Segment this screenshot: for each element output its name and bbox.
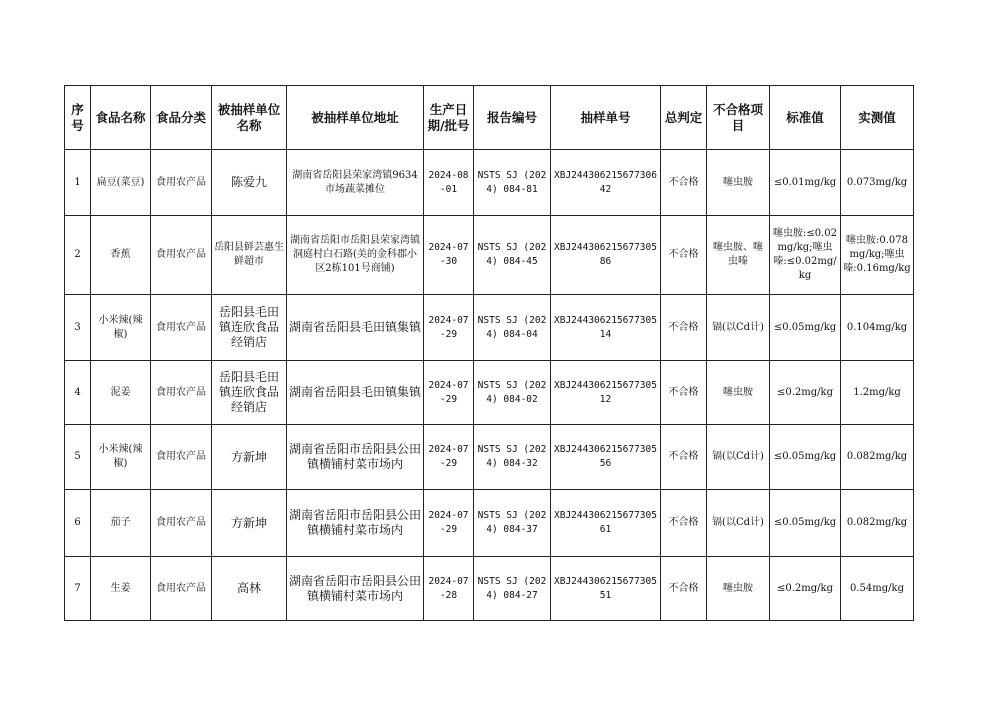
cell-measured: 0.082mg/kg xyxy=(841,425,914,490)
header-sampled-address: 被抽样单位地址 xyxy=(287,86,424,150)
cell-production-date: 2024-07-30 xyxy=(424,216,474,295)
cell-sampled-unit: 高林 xyxy=(212,557,287,621)
header-seq: 序号 xyxy=(65,86,91,150)
cell-sampled-address: 湖南省岳阳市岳阳县公田镇横铺村菜市场内 xyxy=(287,490,424,557)
cell-standard: ≤0.2mg/kg xyxy=(770,361,841,425)
cell-measured: 噻虫胺:0.078mg/kg;噻虫嗪:0.16mg/kg xyxy=(841,216,914,295)
cell-sampled-unit: 陈爱九 xyxy=(212,150,287,216)
cell-measured: 0.073mg/kg xyxy=(841,150,914,216)
header-food-name: 食品名称 xyxy=(91,86,151,150)
cell-food-name: 茄子 xyxy=(91,490,151,557)
cell-report-no: NSTS SJ (2024) 084-27 xyxy=(474,557,551,621)
cell-sampled-address: 湖南省岳阳市岳阳县荣家湾镇洞庭村白石路(美的金科郡小区2栋101号商铺) xyxy=(287,216,424,295)
cell-sampled-unit: 岳阳县鲜芸惠生鲜超市 xyxy=(212,216,287,295)
cell-standard: ≤0.2mg/kg xyxy=(770,557,841,621)
cell-production-date: 2024-07-29 xyxy=(424,425,474,490)
cell-report-no: NSTS SJ (2024) 084-37 xyxy=(474,490,551,557)
table-row xyxy=(65,216,914,295)
cell-measured: 0.104mg/kg xyxy=(841,295,914,361)
cell-food-category: 食用农产品 xyxy=(151,361,212,425)
cell-failed-item: 镉(以Cd计) xyxy=(707,490,770,557)
table-row xyxy=(65,150,914,216)
cell-standard: ≤0.05mg/kg xyxy=(770,295,841,361)
cell-verdict: 不合格 xyxy=(661,295,707,361)
cell-production-date: 2024-07-28 xyxy=(424,557,474,621)
cell-report-no: NSTS SJ (2024) 084-02 xyxy=(474,361,551,425)
cell-measured: 1.2mg/kg xyxy=(841,361,914,425)
header-report-no: 报告编号 xyxy=(474,86,551,150)
cell-food-name: 香蕉 xyxy=(91,216,151,295)
cell-seq: 1 xyxy=(65,150,91,216)
cell-verdict: 不合格 xyxy=(661,150,707,216)
cell-food-category: 食用农产品 xyxy=(151,216,212,295)
cell-sample-no: XBJ24430621567730551 xyxy=(551,557,661,621)
table-row xyxy=(65,425,914,490)
header-production-date: 生产日期/批号 xyxy=(424,86,474,150)
cell-seq: 2 xyxy=(65,216,91,295)
cell-food-name: 生姜 xyxy=(91,557,151,621)
cell-seq: 4 xyxy=(65,361,91,425)
cell-food-name: 小米辣(辣椒) xyxy=(91,425,151,490)
cell-verdict: 不合格 xyxy=(661,216,707,295)
cell-verdict: 不合格 xyxy=(661,557,707,621)
inspection-results-table xyxy=(64,85,914,621)
cell-food-name: 扁豆(菜豆) xyxy=(91,150,151,216)
cell-production-date: 2024-07-29 xyxy=(424,490,474,557)
cell-report-no: NSTS SJ (2024) 084-81 xyxy=(474,150,551,216)
cell-standard: ≤0.05mg/kg xyxy=(770,425,841,490)
cell-sampled-address: 湖南省岳阳市岳阳县公田镇横铺村菜市场内 xyxy=(287,425,424,490)
cell-sample-no: XBJ24430621567730556 xyxy=(551,425,661,490)
header-food-category: 食品分类 xyxy=(151,86,212,150)
cell-sampled-unit: 岳阳县毛田镇连欣食品经销店 xyxy=(212,295,287,361)
header-verdict: 总判定 xyxy=(661,86,707,150)
table-row xyxy=(65,557,914,621)
cell-verdict: 不合格 xyxy=(661,361,707,425)
cell-report-no: NSTS SJ (2024) 084-45 xyxy=(474,216,551,295)
header-sampled-unit: 被抽样单位名称 xyxy=(212,86,287,150)
cell-food-category: 食用农产品 xyxy=(151,490,212,557)
cell-standard: ≤0.05mg/kg xyxy=(770,490,841,557)
cell-failed-item: 镉(以Cd计) xyxy=(707,425,770,490)
header-failed-item: 不合格项目 xyxy=(707,86,770,150)
table-row xyxy=(65,295,914,361)
cell-sample-no: XBJ24430621567730586 xyxy=(551,216,661,295)
cell-failed-item: 噻虫胺 xyxy=(707,557,770,621)
header-sample-no: 抽样单号 xyxy=(551,86,661,150)
cell-sampled-address: 湖南省岳阳县荣家湾镇9634市场蔬菜摊位 xyxy=(287,150,424,216)
cell-seq: 3 xyxy=(65,295,91,361)
cell-production-date: 2024-07-29 xyxy=(424,295,474,361)
cell-sampled-address: 湖南省岳阳县毛田镇集镇 xyxy=(287,361,424,425)
table-header-row xyxy=(65,86,914,150)
header-measured: 实测值 xyxy=(841,86,914,150)
cell-seq: 7 xyxy=(65,557,91,621)
cell-failed-item: 噻虫胺、噻虫嗪 xyxy=(707,216,770,295)
table-row xyxy=(65,490,914,557)
cell-failed-item: 噻虫胺 xyxy=(707,150,770,216)
cell-sampled-address: 湖南省岳阳市岳阳县公田镇横铺村菜市场内 xyxy=(287,557,424,621)
cell-sample-no: XBJ24430621567730561 xyxy=(551,490,661,557)
cell-production-date: 2024-07-29 xyxy=(424,361,474,425)
cell-food-name: 泥姜 xyxy=(91,361,151,425)
cell-failed-item: 噻虫胺 xyxy=(707,361,770,425)
cell-measured: 0.54mg/kg xyxy=(841,557,914,621)
cell-sample-no: XBJ24430621567730512 xyxy=(551,361,661,425)
cell-sampled-unit: 岳阳县毛田镇连欣食品经销店 xyxy=(212,361,287,425)
cell-verdict: 不合格 xyxy=(661,490,707,557)
header-standard: 标准值 xyxy=(770,86,841,150)
cell-verdict: 不合格 xyxy=(661,425,707,490)
table-row xyxy=(65,361,914,425)
cell-production-date: 2024-08-01 xyxy=(424,150,474,216)
cell-report-no: NSTS SJ (2024) 084-04 xyxy=(474,295,551,361)
cell-failed-item: 镉(以Cd计) xyxy=(707,295,770,361)
cell-standard: ≤0.01mg/kg xyxy=(770,150,841,216)
cell-report-no: NSTS SJ (2024) 084-32 xyxy=(474,425,551,490)
cell-food-category: 食用农产品 xyxy=(151,557,212,621)
cell-seq: 5 xyxy=(65,425,91,490)
cell-sampled-address: 湖南省岳阳县毛田镇集镇 xyxy=(287,295,424,361)
cell-standard: 噻虫胺:≤0.02mg/kg;噻虫嗪:≤0.02mg/kg xyxy=(770,216,841,295)
cell-sampled-unit: 方新坤 xyxy=(212,490,287,557)
cell-sample-no: XBJ24430621567730642 xyxy=(551,150,661,216)
cell-food-category: 食用农产品 xyxy=(151,150,212,216)
cell-sample-no: XBJ24430621567730514 xyxy=(551,295,661,361)
cell-food-category: 食用农产品 xyxy=(151,295,212,361)
cell-sampled-unit: 方新坤 xyxy=(212,425,287,490)
cell-food-category: 食用农产品 xyxy=(151,425,212,490)
cell-food-name: 小米辣(辣椒) xyxy=(91,295,151,361)
cell-measured: 0.082mg/kg xyxy=(841,490,914,557)
cell-seq: 6 xyxy=(65,490,91,557)
